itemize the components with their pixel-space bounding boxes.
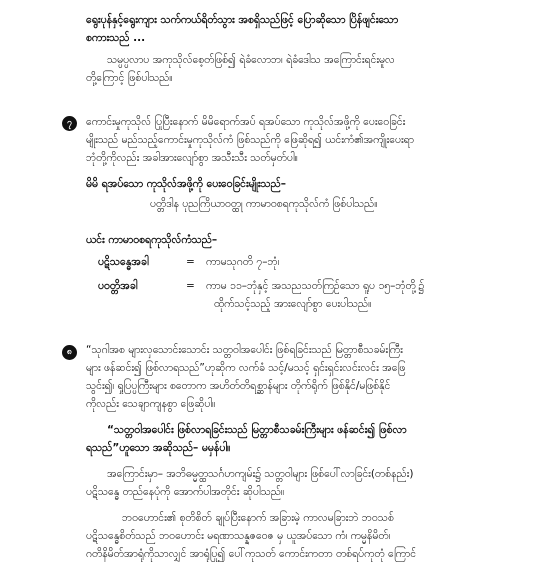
- answer-8-reason-line-3: ဘဝဟောင်း၏ စုတိစိတ် ချုပ်ပြီးနောက် အခြားမဲ့ ကာလမခြားဘဲ ဘဝသစ်: [122, 512, 394, 524]
- question-8-line-4: ကိုလည်း သေချာကျနစွာ ဖြေဆိုပါ။: [86, 398, 216, 410]
- question-number-badge: ၇: [62, 116, 77, 131]
- intro-line-2: စကားသည် ...: [86, 32, 146, 44]
- question-number-badge: ၈: [62, 345, 77, 360]
- answer-7-body: ပတ္တိဒါန ပုညကြိယာဝတ္ထု ကာမာဝစရကုသိုလ်ကံ ဖြစ်ပါသည်။: [150, 198, 378, 210]
- answer-7-row-2-label: ပဝတ္တိအခါ: [98, 280, 138, 292]
- answer-7-row-1-equals: =: [186, 256, 195, 268]
- answer-7-row-2-equals: =: [186, 280, 195, 292]
- question-8-line-2: များ ဖန်ဆင်း၍ ဖြစ်လာရသည်”ဟုဆိုက လက်ခံ သင့်/မသင့် ရှင်းရှင်းလင်းလင်း အဖြေ: [86, 362, 406, 374]
- answer-8-reason-line-2: ပဋိသန္ဓေ တည်နေပုံကို အောက်ပါအတိုင်း ဆိုပါသည်။: [86, 486, 285, 498]
- answer-8-quote-line-1: “သတ္တဝါအပေါင်း ဖြစ်လာရခြင်းသည် မြတ္တာစီသခမ်းကြီးများ ဖန်ဆင်း၍ ဖြစ်လာ: [107, 424, 407, 436]
- question-7-line-1: ကောင်းမှုကုသိုလ် ပြုပြီးနောက် မိမိရောက်အပ် ရအပ်သော ကုသိုလ်အဖို့ကို ပေးဝေခြင်း: [86, 116, 406, 128]
- answer-8-reason-line-1: အကြောင်းမှာ– အဘိဓမ္မတ္ထသင်္ဂဟကျမ်း၌ သတ္တဝါများ ဖြစ်ပေါ်လာခြင်း(တစ်နည်း): [107, 468, 414, 480]
- intro-line-4: တို့ကြောင့် ဖြစ်ပါသည်။: [86, 72, 173, 84]
- answer-8-quote-line-2: ရသည်”ဟူသော အဆိုသည်– မမှန်ပါ။: [86, 442, 231, 454]
- answer-8-reason-line-4: ပဋိသန္ဓေစိတ်သည် ဘဝဟောင်း မရဏာသန္နဇဝေဇ မှ ယူအပ်သော ကံ၊ ကမ္မနိမိတ်၊: [86, 530, 391, 542]
- question-8-line-1: “သုဂါအစ များလှသောင်းသောင်း သတ္တဝါအပေါင်း ဖြစ်ရခြင်းသည် မြတ္တာစီသခမ်းကြီး: [86, 344, 403, 356]
- intro-line-3: သမ္ပပ္ပလာပ အကုသိုလ်စေ့တ်ဖြစ်၍ ရဲခံလောဘ၊ ရဲခံဒေါသ အကြောင်းရင်းမူလ: [107, 54, 395, 66]
- question-7-line-3: ဘုံတို့ကိုလည်း အခါအားလျော်စွာ အသီးသီး သတ်မှတ်ပါ။: [86, 152, 298, 164]
- intro-line-1: ရွေးပုန်နှင့်ရွေးကျား သက်ကယ်ရိတ်သွား အစရှိသည်ဖြင့် ပြောဆိုသော ပြိန်ဖျင်းသော: [86, 14, 399, 26]
- answer-7-row-2-value-cont: ထိုက်သင့်သည့် အားလျော်စွာ ပေးပါသည်။: [214, 298, 372, 310]
- answer-7-row-2-value: ကာမ ၁၁–ဘုံနှင့် အသညသတ်ကြဉ်သော ရူပ ၁၅–ဘုံတို့၌: [206, 280, 425, 292]
- answer-7-row-1-value: ကာမသုဂတိ ၇–ဘုံ၊: [206, 256, 280, 268]
- question-8-line-3: သွင်း၍၊ ရှုပြပ္ပကြီးများ စတောက အဟိတ်တိရစ္ဆာန်များ တိုက်ရိုက် ဖြစ်နိုင်/မဖြစ်နိုင်: [86, 380, 391, 392]
- answer-7-heading: မိမိ ရအပ်သော ကုသိုလ်အဖို့ကို ပေးဝေခြင်းမျိုးသည်–: [86, 178, 287, 190]
- answer-7-row-1-label: ပဋိသန္ဓေအခါ: [98, 256, 149, 268]
- answer-7-subheading: ယင်း ကာမာဝစရကုသိုလ်ကံသည်–: [86, 234, 218, 246]
- answer-8-reason-line-5: ဂတိနိမိတ်အာရုံကိုသာလျှင် အာရုံပြု၍ ပေါ်ကုသတ် ကောင်းကတာ တစ်ရပ်ကုတုံ ကြောင်: [86, 548, 417, 560]
- question-7-line-2: မျိုးသည် မည်သည့်ကောင်းမှုကုသိုလ်ကံ ဖြစ်သည်ကို ဖြေဆိုရ၍ ယင်းကံ၏အကျိုးပေးရာ: [86, 134, 414, 146]
